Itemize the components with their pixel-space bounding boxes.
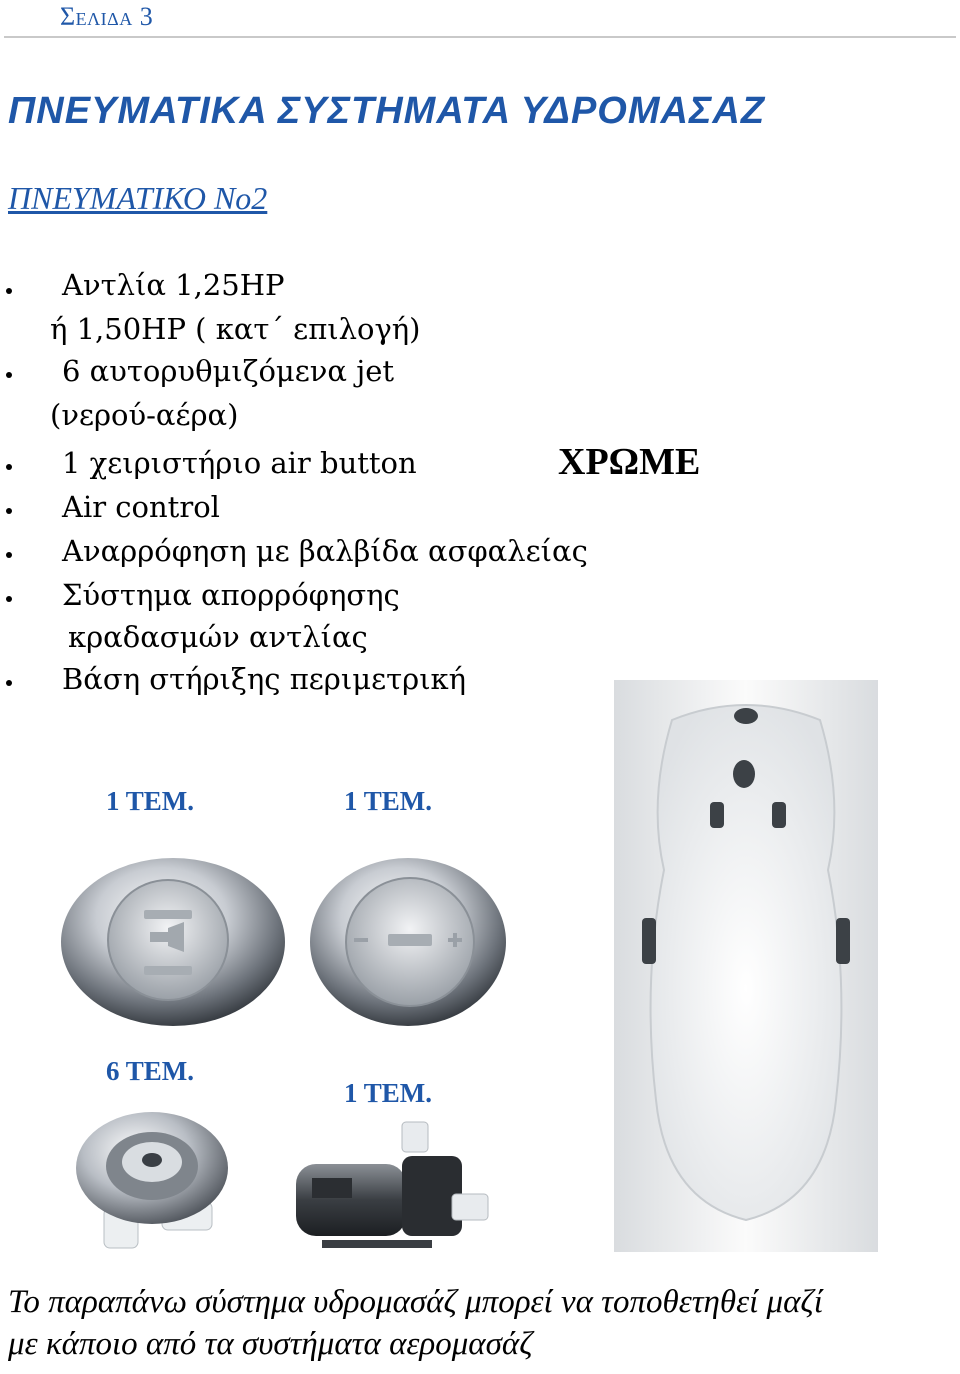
bathtub-image [614,680,878,1252]
qty-air-control: 1 ΤΕΜ. [344,786,433,816]
bullet-icon [6,288,12,294]
feature-pump: Αντλία 1,25HP [62,268,285,302]
bullet-icon [6,464,12,470]
bullet-icon [6,680,12,686]
qty-jets: 6 ΤΕΜ. [106,1056,195,1086]
feature-vibration: Σύστημα απορρόφησης [62,578,400,612]
main-title: ΠΝΕΥΜΑΤΙΚΑ ΣΥΣΤΗΜΑΤΑ ΥΔΡΟΜΑΣΑΖ [8,90,766,132]
feature-suction: Αναρρόφηση με βαλβίδα ασφαλείας [62,534,588,568]
finish-label: ΧΡΩΜΕ [558,441,701,483]
feature-pump-option: ή 1,50HP ( κατ΄ επιλογή) [50,312,421,346]
footer-line-1: Το παραπάνω σύστημα υδρομασάζ μπορεί να τοποθετηθεί μαζί [8,1284,823,1320]
feature-vibration-cont: κραδασμών αντλίας [68,620,368,654]
feature-air-button: 1 χειριστήριο air button [62,446,417,480]
feature-base: Βάση στήριξης περιμετρική [62,662,467,696]
bullet-icon [6,552,12,558]
feature-jets: 6 αυτορυθμιζόμενα jet [62,354,395,388]
air-button-image [58,848,288,1030]
bullet-icon [6,372,12,378]
page-label: Σελιδα 3 [60,2,154,31]
bullet-icon [6,596,12,602]
qty-air-button: 1 ΤΕΜ. [106,786,195,816]
air-control-image [308,848,508,1030]
footer-line-2: με κάποιο από τα συστήματα αερομασάζ [8,1326,533,1362]
bullet-icon [6,508,12,514]
feature-list [0,265,720,705]
pump-image [292,1116,492,1266]
header-divider [4,36,956,38]
jet-nozzle-image [70,1098,230,1258]
feature-jets-type: (νερού-αέρα) [50,398,239,432]
sub-title: ΠΝΕΥΜΑΤΙΚΟ Νο2 [8,180,268,216]
qty-pump: 1 ΤΕΜ. [344,1078,433,1108]
feature-air-control: Air control [62,490,220,524]
